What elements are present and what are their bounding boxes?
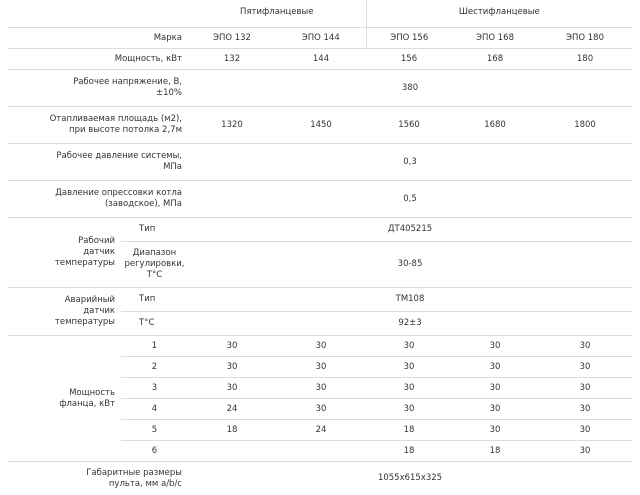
- flange-cell: 30: [452, 420, 538, 441]
- area-label-line1: Отапливаемая площадь (м2),: [50, 114, 182, 124]
- area-label-line2: при высоте потолка 2,7м: [69, 125, 182, 135]
- temp-sensor-type-value: ДТ405215: [188, 218, 632, 242]
- flange-cell: 30: [452, 378, 538, 399]
- power-cell: 132: [188, 49, 276, 70]
- pressure-label-line1: Рабочее давление системы,: [56, 151, 182, 161]
- power-cell: 144: [276, 49, 366, 70]
- dimensions-label: [8, 462, 188, 495]
- temp-sensor-label-line3: температуры: [55, 258, 115, 268]
- temp-sensor-type-row: [8, 218, 632, 242]
- flange-number: 3: [121, 378, 188, 399]
- test-pressure-label: [8, 181, 188, 218]
- group-header-row: [8, 0, 632, 28]
- flange-cell: 18: [366, 420, 452, 441]
- area-cell: 1450: [276, 107, 366, 144]
- alarm-sensor-type-row: [8, 288, 632, 312]
- alarm-sensor-temp-label: Т°С: [121, 312, 188, 336]
- flange-number: 4: [121, 399, 188, 420]
- flange-cell: 18: [452, 441, 538, 462]
- voltage-value: 380: [188, 70, 632, 107]
- alarm-sensor-label-line3: температуры: [55, 317, 115, 327]
- voltage-label-line2: ±10%: [156, 88, 182, 98]
- temp-sensor-label: [8, 218, 121, 288]
- flange-row: [8, 336, 632, 357]
- pressure-value: 0,3: [188, 144, 632, 181]
- dimensions-label-line1: Габаритные размеры: [86, 468, 182, 478]
- alarm-sensor-type-label: Тип: [121, 288, 188, 312]
- flange-power-label-line1: Мощность: [69, 388, 115, 398]
- pressure-row: [8, 144, 632, 181]
- area-cell: 1320: [188, 107, 276, 144]
- flange-number: 5: [121, 420, 188, 441]
- flange-cell: 30: [366, 378, 452, 399]
- flange-cell: 30: [188, 357, 276, 378]
- temp-sensor-range-label-line3: Т°С: [147, 270, 162, 280]
- flange-cell: 30: [366, 399, 452, 420]
- flange-cell: 30: [366, 336, 452, 357]
- dimensions-value: 1055х615х325: [188, 462, 632, 495]
- alarm-sensor-type-value: ТМ108: [188, 288, 632, 312]
- flange-cell: 30: [538, 378, 632, 399]
- model-cell: ЭПО 168: [452, 28, 538, 49]
- alarm-sensor-label: [8, 288, 121, 336]
- flange-cell: [188, 441, 276, 462]
- alarm-sensor-label-line2: датчик: [83, 306, 115, 316]
- model-cell: ЭПО 132: [188, 28, 276, 49]
- voltage-label-line1: Рабочее напряжение, В,: [73, 77, 182, 87]
- voltage-label: [8, 70, 188, 107]
- flange-cell: 30: [452, 399, 538, 420]
- test-pressure-label-line1: Давление опрессовки котла: [55, 188, 182, 198]
- voltage-row: [8, 70, 632, 107]
- flange-cell: 18: [188, 420, 276, 441]
- alarm-sensor-temp-value: 92±3: [188, 312, 632, 336]
- temp-sensor-type-label: Тип: [121, 218, 188, 242]
- pressure-label-line2: МПа: [163, 162, 182, 172]
- flange-cell: 30: [538, 357, 632, 378]
- flange-cell: 30: [538, 399, 632, 420]
- model-row: [8, 28, 632, 49]
- power-row: [8, 49, 632, 70]
- group-five-flange-header: Пятифланцевые: [188, 0, 366, 28]
- flange-cell: 30: [276, 378, 366, 399]
- test-pressure-label-line2: (заводское), МПа: [105, 199, 182, 209]
- test-pressure-row: [8, 181, 632, 218]
- pressure-label: [8, 144, 188, 181]
- power-label: Мощность, кВт: [8, 49, 188, 70]
- flange-power-label-line2: фланца, кВт: [59, 399, 115, 409]
- flange-cell: 30: [188, 378, 276, 399]
- flange-cell: 30: [366, 357, 452, 378]
- area-label: [8, 107, 188, 144]
- model-label: Марка: [8, 28, 188, 49]
- flange-cell: 30: [188, 336, 276, 357]
- power-cell: 156: [366, 49, 452, 70]
- specification-table: [8, 0, 632, 495]
- flange-cell: 18: [366, 441, 452, 462]
- flange-cell: 30: [452, 357, 538, 378]
- temp-sensor-range-label-line1: Диапазон: [133, 248, 176, 258]
- temp-sensor-label-line1: Рабочий: [78, 236, 115, 246]
- model-cell: ЭПО 156: [366, 28, 452, 49]
- temp-sensor-label-line2: датчик: [83, 247, 115, 257]
- flange-number: 2: [121, 357, 188, 378]
- area-cell: 1560: [366, 107, 452, 144]
- group-six-flange-header: Шестифланцевые: [366, 0, 632, 28]
- area-row: [8, 107, 632, 144]
- flange-cell: 30: [276, 399, 366, 420]
- model-cell: ЭПО 144: [276, 28, 366, 49]
- flange-cell: [276, 441, 366, 462]
- temp-sensor-range-value: 30-85: [188, 242, 632, 288]
- test-pressure-value: 0,5: [188, 181, 632, 218]
- area-cell: 1800: [538, 107, 632, 144]
- area-cell: 1680: [452, 107, 538, 144]
- alarm-sensor-label-line1: Аварийный: [65, 295, 115, 305]
- power-cell: 180: [538, 49, 632, 70]
- flange-cell: 30: [538, 336, 632, 357]
- flange-cell: 24: [276, 420, 366, 441]
- temp-sensor-range-label-line2: регулировки,: [124, 259, 184, 269]
- model-cell: ЭПО 180: [538, 28, 632, 49]
- flange-number: 6: [121, 441, 188, 462]
- flange-cell: 30: [538, 420, 632, 441]
- dimensions-label-line2: пульта, мм a/b/c: [109, 479, 182, 489]
- flange-cell: 30: [276, 336, 366, 357]
- flange-cell: 30: [538, 441, 632, 462]
- temp-sensor-range-label: [121, 242, 188, 288]
- flange-power-label: [8, 336, 121, 462]
- flange-cell: 30: [452, 336, 538, 357]
- flange-cell: 24: [188, 399, 276, 420]
- flange-cell: 30: [276, 357, 366, 378]
- dimensions-row: [8, 462, 632, 495]
- power-cell: 168: [452, 49, 538, 70]
- flange-number: 1: [121, 336, 188, 357]
